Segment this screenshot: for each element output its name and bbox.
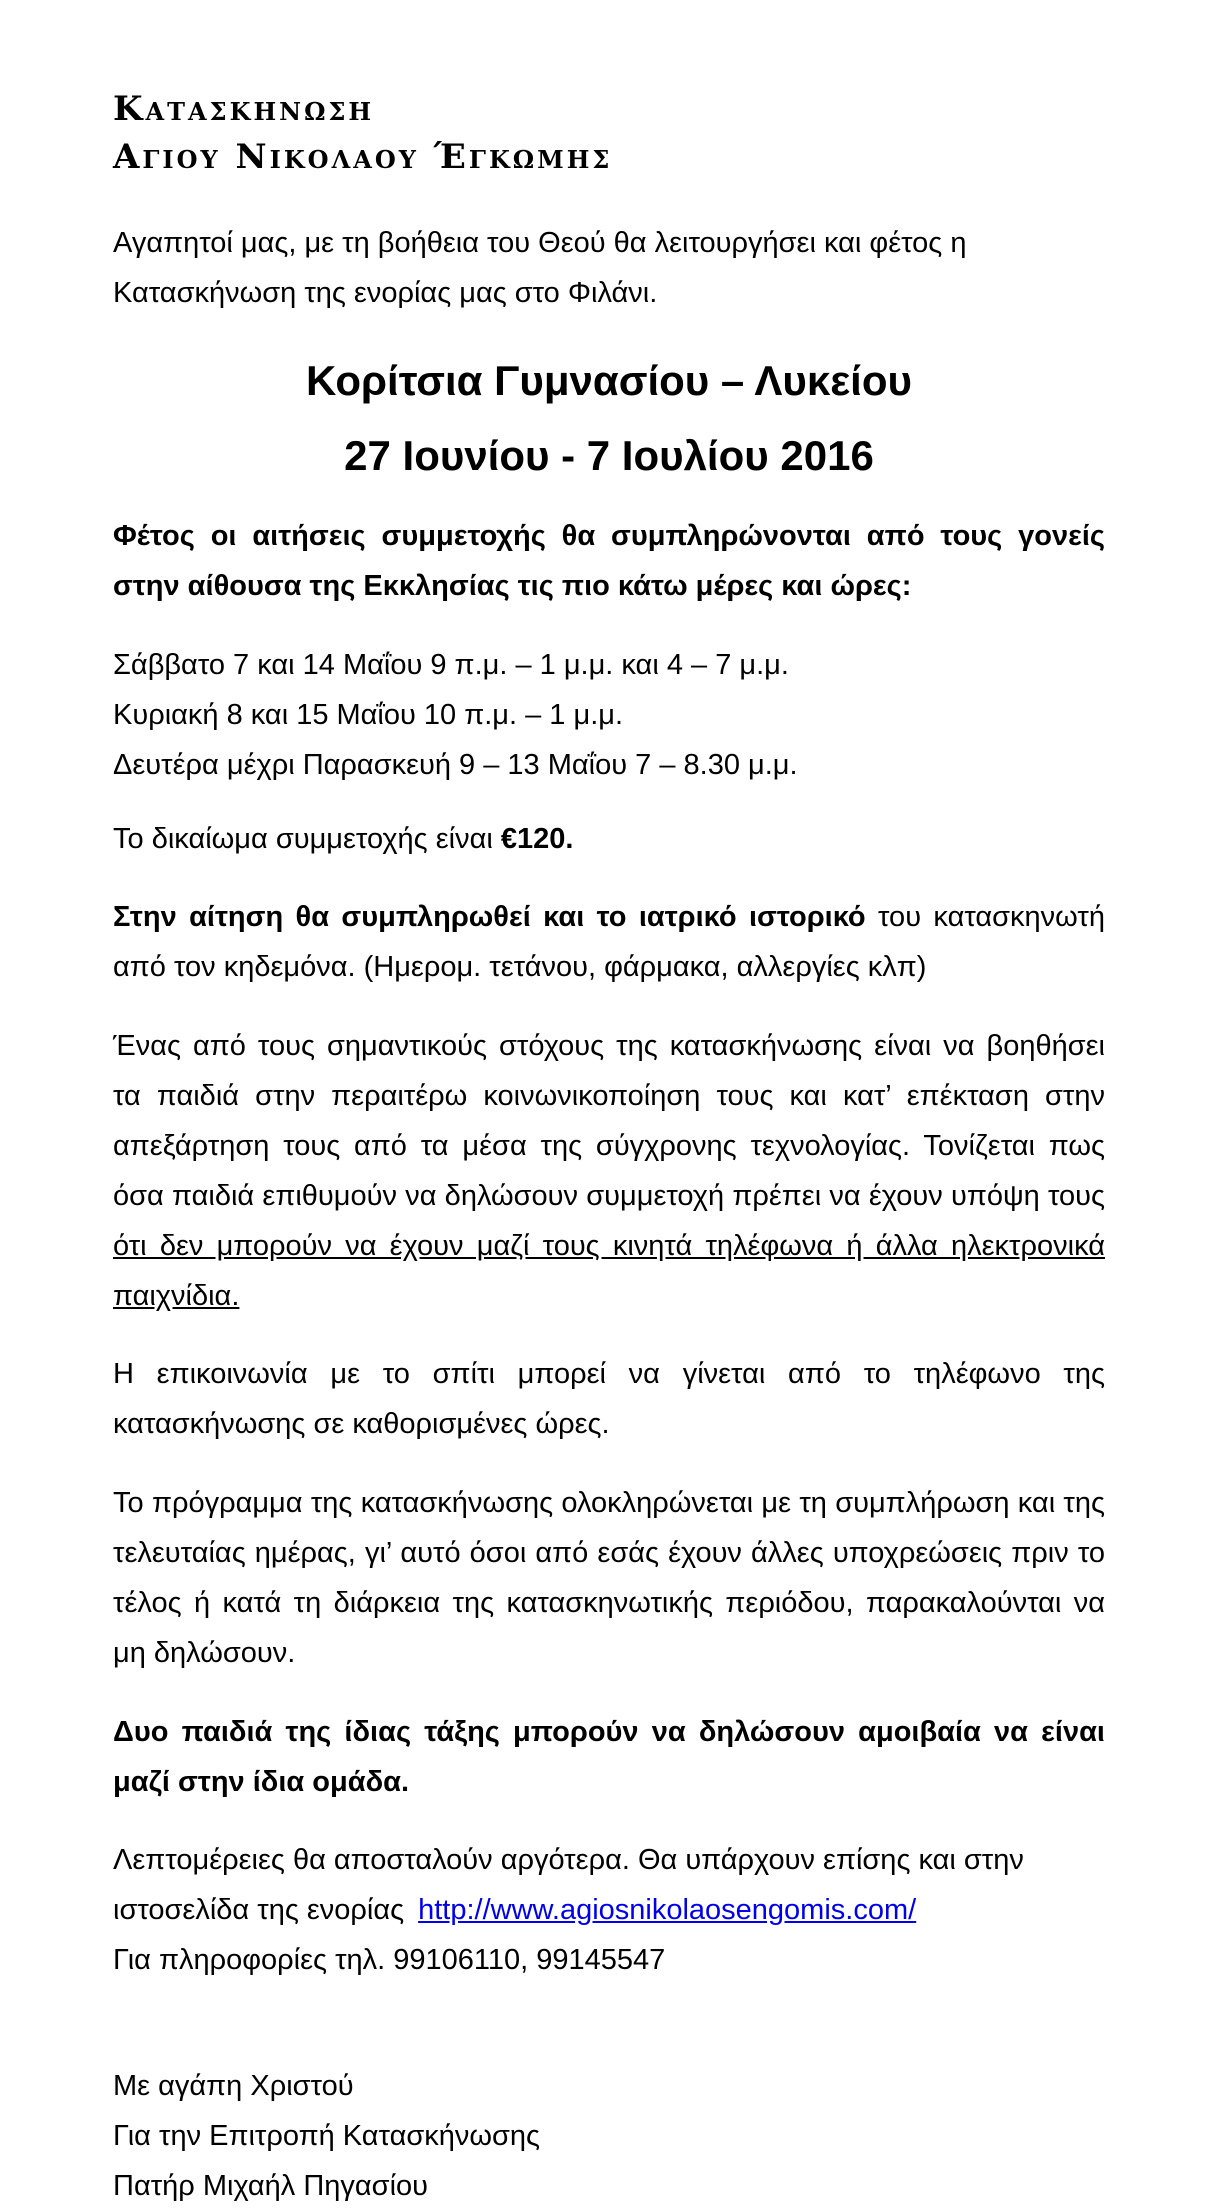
fee-amount: €120. [500,822,574,855]
details-line-1: Λεπτομέρειες θα αποσταλούν αργότερα. Θα υπάρχουν επίσης και στην [113,1844,1024,1877]
communication-paragraph: Η επικοινωνία με το σπίτι μπορεί να γίνεται από το τηλέφωνο της κατασκήνωσης σε καθορισμένες ώρες. [113,1358,1105,1441]
title-dates: 27 Ιουνίου - 7 Ιουλίου 2016 [344,432,874,480]
schedule-list [113,641,1105,791]
same-group-paragraph: Δυο παιδιά της ίδιας τάξης μπορούν να δηλώσουν αμοιβαία να είναι μαζί στην ίδια ομάδα. [113,1715,1105,1798]
medical-bold-text: Στην αίτηση θα συμπληρωθεί και το ιατρικό ιστορικό [113,901,866,934]
details-block [113,1836,1105,1986]
letterhead-line-2: Αγίου Νικολάου Έγκωμης [113,136,613,177]
letterhead-line-1: Κατασκήνωση [113,89,375,129]
signature-block [113,2062,1105,2212]
intro-paragraph: Αγαπητοί μας, με τη βοήθεια του Θεού θα λειτουργήσει και φέτος η Κατασκήνωση της ενορίας μας στο Φιλάνι. [113,227,967,310]
fee-text: Το δικαίωμα συμμετοχής είναι [113,822,501,855]
letterhead [113,86,1105,181]
fee-paragraph [113,815,1105,865]
schedule-line-weekdays: Δευτέρα μέχρι Παρασκευή 9 – 13 Μαΐου 7 – 8.30 μ.μ. [113,748,798,781]
goals-underlined-text: ότι δεν μπορούν να έχουν μαζί τους κινητά τηλέφωνα ή άλλα ηλεκτρονικά παιχνίδια. [113,1229,1105,1312]
parish-website-link[interactable]: http://www.agiosnikolaosengomis.com/ [418,1894,917,1927]
details-line-3: Για πληροφορίες τηλ. 99106110, 99145547 [113,1944,666,1977]
schedule-line-sunday: Κυριακή 8 και 15 Μαΐου 10 π.μ. – 1 μ.μ. [113,698,624,731]
medical-rest-text: του κατασκηνωτή από τον κηδεμόνα. (Ημερομ. τετάνου, φάρμακα, αλλεργίες κλπ) [113,901,1105,984]
details-line-2 [113,1886,1105,1936]
title-group: Κορίτσια Γυμνασίου – Λυκείου [306,356,912,404]
goals-text: Ένας από τους σημαντικούς στόχους της κατασκήνωσης είναι να βοηθήσει τα παιδιά στην περαιτέρω κοινωνικοποίηση τους και κατ’ επέκταση στην απεξάρτηση τους από τα μέσα της σύγχρονης τεχνολογίας. Τονίζεται πως όσα παιδιά επιθυμούν να δηλώσουν συμμετοχή πρέπει να έχουν υπόψη τους [113,1030,1105,1212]
schedule-line-saturday: Σάββατο 7 και 14 Μαΐου 9 π.μ. – 1 μ.μ. και 4 – 7 μ.μ. [113,648,789,681]
signature-line-3: Πατήρ Μιχαήλ Πηγασίου [113,2169,429,2202]
signature-line-1: Με αγάπη Χριστού [113,2070,354,2102]
signature-line-2: Για την Επιτροπή Κατασκήνωσης [113,2119,541,2152]
goals-paragraph [113,1022,1105,1321]
program-paragraph: Το πρόγραμμα της κατασκήνωσης ολοκληρώνεται με τη συμπλήρωση και της τελευταίας ημέρας, γι’ αυτό όσοι από εσάς έχουν άλλες υποχρεώσεις πριν το τέλος ή κατά τη διάρκεια της κατασκηνωτικής περιόδου, παρακαλούνται να μη δηλώσουν. [113,1487,1105,1669]
details-line-2-prefix: ιστοσελίδα της ενορίας [113,1894,405,1927]
medical-paragraph [113,893,1105,993]
registration-intro-paragraph: Φέτος οι αιτήσεις συμμετοχής θα συμπληρώνονται από τους γονείς στην αίθουσα της Εκκλησίας τις πιο κάτω μέρες και ώρες: [113,520,1105,602]
